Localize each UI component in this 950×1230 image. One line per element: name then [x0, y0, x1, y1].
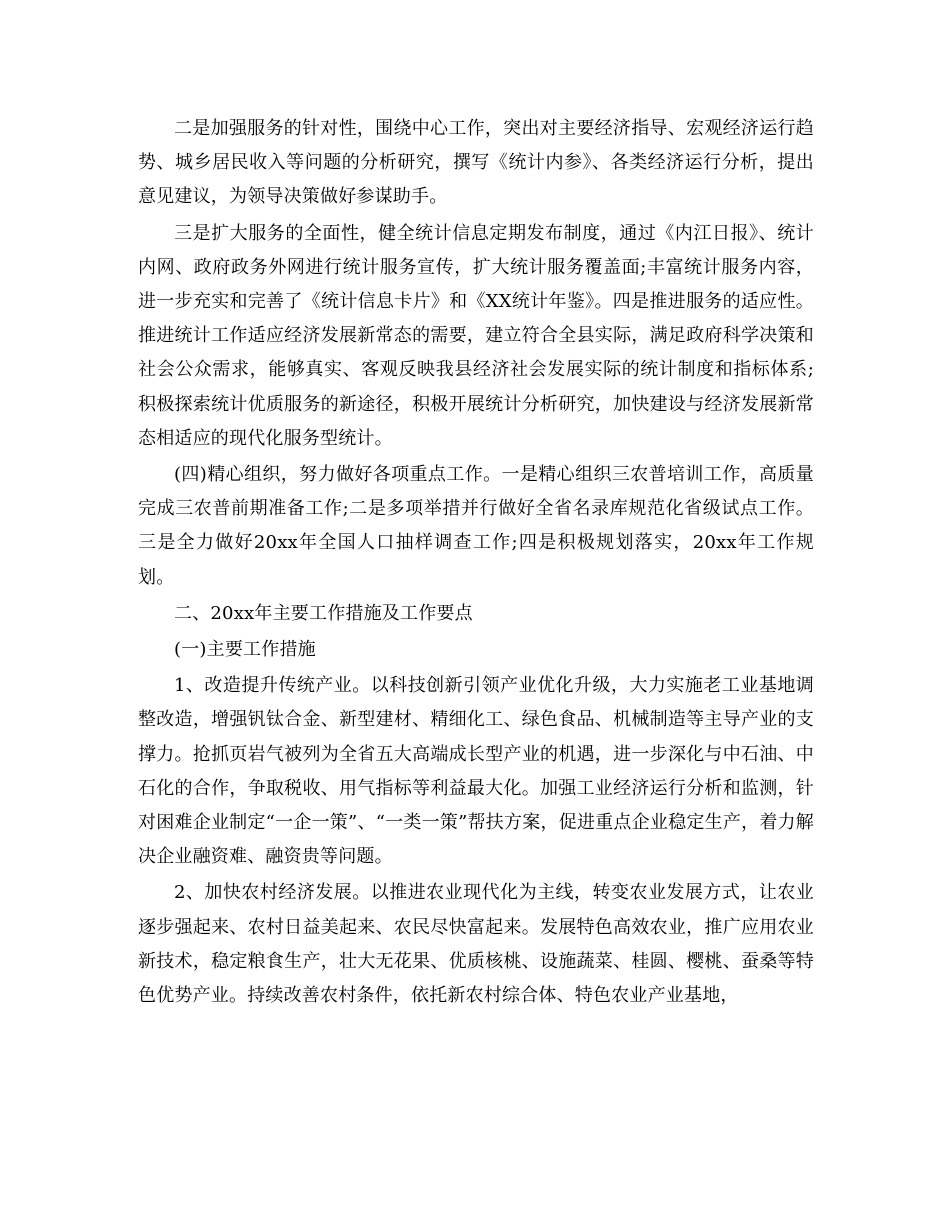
document-body — [138, 112, 814, 1015]
subsection-heading: (一)主要工作措施 — [174, 639, 316, 661]
paragraph-traditional-industry: 1、改造提升传统产业。以科技创新引领产业优化升级，大力实施老工业基地调整改造，增强钒钛合金、新型建材、精细化工、绿色食品、机械制造等主导产业的支撑力。抢抓页岩气被列为全省五大高端成长型产业的机遇，进一步深化与中石油、中石化的合作，争取税收、用气指标等利益最大化。加强工业经济运行分析和监测，针对困难企业制定“一企一策”、“一类一策”帮扶方案，促进重点企业稳定生产，着力解决企业融资难、融资贵等问题。 — [138, 675, 814, 868]
paragraph-rural-economy: 2、加快农村经济发展。以推进农业现代化为主线，转变农业发展方式，让农业逐步强起来、农村日益美起来、农民尽快富起来。发展特色高效农业，推广应用农业新技术，稳定粮食生产，壮大无花果、优质核桃、设施蔬菜、桂圆、樱桃、蚕桑等特色优势产业。持续改善农村条件，依托新农村综合体、特色农业产业基地， — [138, 882, 814, 1007]
section-heading: 二、20xx年主要工作措施及工作要点 — [174, 602, 473, 624]
paragraph-service-targeting: 二是加强服务的针对性，围绕中心工作，突出对主要经济指导、宏观经济运行趋势、城乡居民收入等问题的分析研究，撰写《统计内参》、各类经济运行分析，提出意见建议，为领导决策做好参谋助手。 — [138, 118, 814, 208]
paragraph-key-work: (四)精心组织，努力做好各项重点工作。一是精心组织三农普培训工作，高质量完成三农普前期准备工作;二是多项举措并行做好全省名录库规范化省级试点工作。三是全力做好20xx年全国人口抽样调查工作;四是积极规划落实，20xx年工作规划。 — [138, 464, 814, 588]
paragraph-service-coverage: 三是扩大服务的全面性，健全统计信息定期发布制度，通过《内江日报》、统计内网、政府政务外网进行统计服务宣传，扩大统计服务覆盖面;丰富统计服务内容，进一步充实和完善了《统计信息卡片》和《XX统计年鉴》。四是推进服务的适应性。推进统计工作适应经济发展新常态的需要，建立符合全县实际，满足政府科学决策和社会公众需求，能够真实、客观反映我县经济社会发展实际的统计制度和指标体系;积极探索统计优质服务的新途径，积极开展统计分析研究，加快建设与经济发展新常态相适应的现代化服务型统计。 — [138, 222, 814, 449]
